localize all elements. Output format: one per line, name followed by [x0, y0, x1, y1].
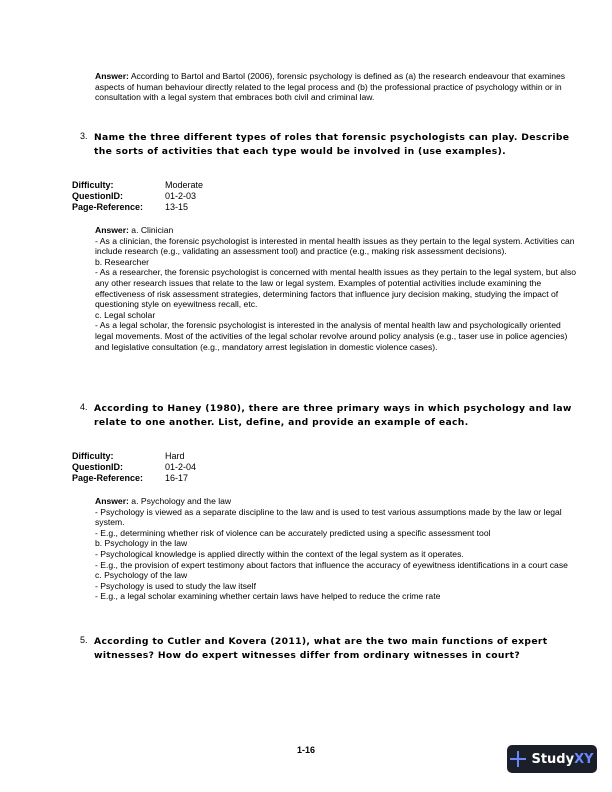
answer-line: c. Legal scholar	[95, 309, 156, 320]
question-number: 3.	[80, 131, 88, 141]
answer-text: According to Bartol and Bartol (2006), forensic psychology is defined as (a) the research endeavour that examines aspects of human behaviour directly related to the legal process and (b) the professional practice of psychology within or in consultation with a legal system that embraces both civil and criminal law.	[95, 71, 566, 103]
question-4	[80, 402, 572, 430]
question-text: According to Cutler and Kovera (2011), what are the two main functions of expert witnesses? How do expert witnesses differ from ordinary witnesses in court?	[94, 636, 548, 661]
question-id-row	[72, 191, 372, 202]
answer-line: - Psychological knowledge is applied directly within the context of the legal system as it operates.	[95, 548, 464, 559]
plus-icon	[510, 751, 526, 767]
answer-label: Answer:	[95, 496, 129, 506]
answer-line: - Psychology is viewed as a separate discipline to the law and is used to test various assumptions made by the law or legal system.	[95, 506, 562, 528]
difficulty-value: Hard	[165, 451, 185, 461]
page-reference-label: Page-Reference:	[72, 473, 144, 484]
question-text: According to Haney (1980), there are three primary ways in which psychology and law relate to one another. List, define, and provide an example of each.	[94, 403, 572, 428]
answer-line: - E.g., the provision of expert testimony about factors that influence the accuracy of eyewitness identifications in a court case	[95, 559, 568, 570]
answer-line: - E.g., a legal scholar examining whether certain laws have helped to reduce the crime rate	[95, 591, 441, 602]
page-reference-row	[72, 473, 372, 484]
answer-line: c. Psychology of the law	[95, 570, 188, 581]
brand-accent: XY	[574, 751, 594, 767]
difficulty-row	[72, 451, 372, 462]
question-number: 4.	[80, 402, 88, 412]
question-id-value: 01-2-04	[165, 462, 197, 473]
brand-main: Study	[531, 751, 575, 767]
question-3	[80, 131, 572, 159]
difficulty-row	[72, 180, 372, 191]
difficulty-label: Difficulty:	[72, 180, 114, 190]
answer-q2	[95, 71, 577, 103]
question-5	[80, 635, 572, 663]
question-id-row	[72, 462, 372, 473]
page-reference-label: Page-Reference:	[72, 202, 144, 213]
answer-q3	[95, 225, 577, 352]
page-reference-value: 16-17	[165, 473, 189, 484]
difficulty-value: Moderate	[165, 180, 204, 190]
answer-label: Answer:	[95, 71, 129, 81]
studyxy-badge[interactable]	[507, 745, 597, 773]
answer-line: - As a legal scholar, the forensic psychologist is interested in the analysis of mental health law and psychologically oriented legal movements. Most of the activities of the legal scholar revolve around policy analysis (e.g., taser use in police agencies) and legislative consultation (e.g., mandatory arrest legislation in domestic violence cases).	[95, 320, 568, 352]
answer-line: - As a clinician, the forensic psychologist is interested in mental health issues as they pertain to the legal system. Activities can include research (e.g., validating an assessment tool) and practice (e.g., making risk assessment decisions).	[95, 235, 575, 257]
answer-first-line	[95, 496, 577, 507]
answer-line: - Psychology is used to study the law itself	[95, 580, 256, 591]
question-3-meta	[72, 180, 372, 214]
answer-line: - As a researcher, the forensic psychologist is concerned with mental health issues as they pertain to the legal system, but also any other research issues that relate to the law or legal system. Examples of potential activities include examining the effectiveness of risk assessment strategies, determining factors that influence jury decision making, studying the impact of questioning style on eyewitness recall, etc.	[95, 267, 577, 310]
answer-item: a. Clinician	[131, 225, 174, 235]
question-4-meta	[72, 451, 372, 485]
question-number: 5.	[80, 635, 88, 645]
answer-label: Answer:	[95, 225, 129, 235]
question-text: Name the three different types of roles that forensic psychologists can play. Describe the sorts of activities that each type would be involved in (use examples).	[94, 132, 570, 157]
question-id-value: 01-2-03	[165, 191, 197, 202]
answer-item: a. Psychology and the law	[131, 496, 232, 506]
answer-q4	[95, 496, 577, 602]
answer-line: b. Psychology in the law	[95, 538, 188, 549]
page-reference-row	[72, 202, 372, 213]
question-id-label: QuestionID:	[72, 191, 123, 202]
page-number: 1-16	[296, 745, 315, 755]
answer-line: b. Researcher	[95, 256, 149, 267]
page-reference-value: 13-15	[165, 202, 189, 213]
difficulty-label: Difficulty:	[72, 451, 114, 461]
answer-first-line	[95, 225, 577, 236]
question-id-label: QuestionID:	[72, 462, 123, 473]
answer-line: - E.g., determining whether risk of violence can be accurately predicted using a specific assessment tool	[95, 527, 491, 538]
